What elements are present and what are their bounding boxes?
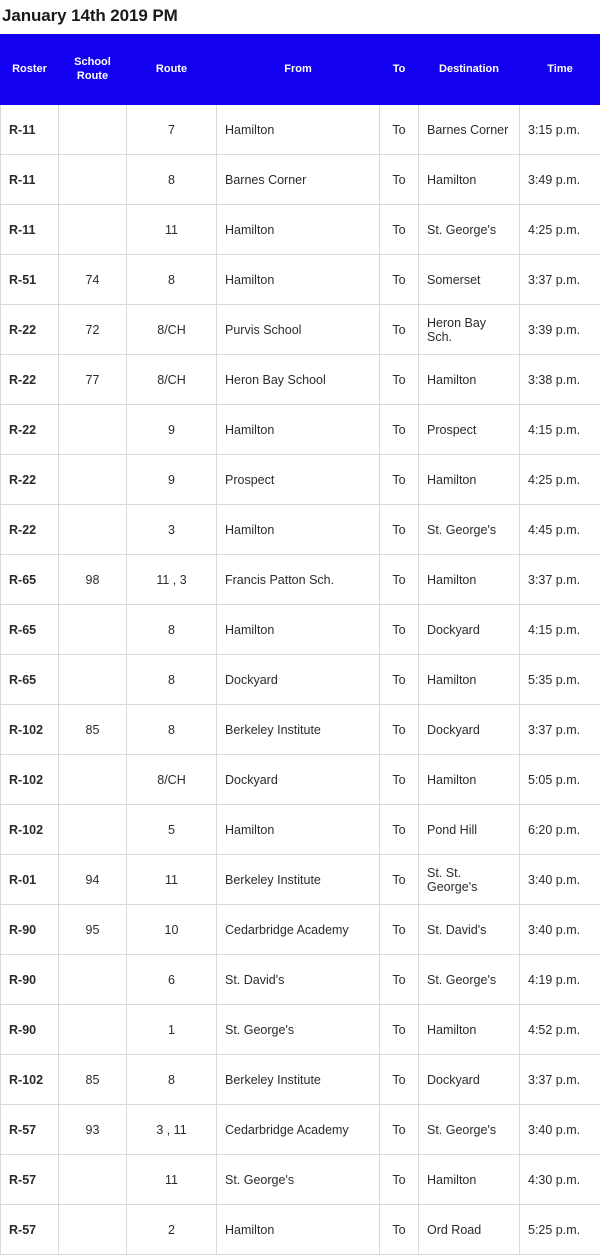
cell-destination: Hamilton bbox=[419, 655, 520, 705]
column-header-school-route: School Route bbox=[59, 35, 127, 105]
cell-roster: R-65 bbox=[1, 555, 59, 605]
cell-roster: R-22 bbox=[1, 355, 59, 405]
cell-from: Berkeley Institute bbox=[217, 705, 380, 755]
cell-time: 4:15 p.m. bbox=[520, 605, 600, 655]
table-row bbox=[1, 505, 600, 555]
table-header bbox=[1, 35, 600, 105]
cell-destination: St. George's bbox=[419, 955, 520, 1005]
cell-route: 11 bbox=[127, 1155, 217, 1205]
cell-time: 3:40 p.m. bbox=[520, 1105, 600, 1155]
table-row bbox=[1, 405, 600, 455]
cell-to: To bbox=[380, 855, 419, 905]
cell-to: To bbox=[380, 305, 419, 355]
cell-from: St. George's bbox=[217, 1005, 380, 1055]
cell-school-route bbox=[59, 805, 127, 855]
cell-school-route bbox=[59, 455, 127, 505]
cell-time: 4:45 p.m. bbox=[520, 505, 600, 555]
cell-route: 5 bbox=[127, 805, 217, 855]
column-header-from: From bbox=[217, 35, 380, 105]
cell-to: To bbox=[380, 405, 419, 455]
cell-to: To bbox=[380, 805, 419, 855]
cell-route: 11 , 3 bbox=[127, 555, 217, 605]
cell-time: 3:39 p.m. bbox=[520, 305, 600, 355]
cell-to: To bbox=[380, 605, 419, 655]
cell-to: To bbox=[380, 1205, 419, 1255]
cell-to: To bbox=[380, 955, 419, 1005]
cell-school-route bbox=[59, 1205, 127, 1255]
table-row bbox=[1, 1005, 600, 1055]
cell-roster: R-01 bbox=[1, 855, 59, 905]
table-row bbox=[1, 305, 600, 355]
cell-destination: Dockyard bbox=[419, 605, 520, 655]
cell-school-route bbox=[59, 605, 127, 655]
cell-route: 8/CH bbox=[127, 355, 217, 405]
cell-route: 11 bbox=[127, 855, 217, 905]
cell-school-route: 98 bbox=[59, 555, 127, 605]
cell-roster: R-22 bbox=[1, 405, 59, 455]
column-header-roster: Roster bbox=[1, 35, 59, 105]
cell-to: To bbox=[380, 1055, 419, 1105]
cell-school-route bbox=[59, 405, 127, 455]
cell-to: To bbox=[380, 155, 419, 205]
cell-roster: R-11 bbox=[1, 105, 59, 155]
cell-time: 3:37 p.m. bbox=[520, 555, 600, 605]
cell-school-route bbox=[59, 105, 127, 155]
cell-destination: Hamilton bbox=[419, 455, 520, 505]
cell-school-route: 85 bbox=[59, 705, 127, 755]
cell-roster: R-11 bbox=[1, 205, 59, 255]
table-row bbox=[1, 555, 600, 605]
cell-from: Heron Bay School bbox=[217, 355, 380, 405]
table-row bbox=[1, 355, 600, 405]
page-title: January 14th 2019 PM bbox=[2, 6, 178, 25]
cell-from: Hamilton bbox=[217, 405, 380, 455]
cell-destination: Barnes Corner bbox=[419, 105, 520, 155]
table-row bbox=[1, 205, 600, 255]
cell-roster: R-102 bbox=[1, 805, 59, 855]
cell-to: To bbox=[380, 255, 419, 305]
cell-from: St. George's bbox=[217, 1155, 380, 1205]
cell-school-route bbox=[59, 755, 127, 805]
cell-route: 8/CH bbox=[127, 755, 217, 805]
cell-route: 3 , 11 bbox=[127, 1105, 217, 1155]
cell-time: 4:25 p.m. bbox=[520, 205, 600, 255]
cell-time: 3:40 p.m. bbox=[520, 905, 600, 955]
table-row bbox=[1, 1055, 600, 1105]
cell-destination: Dockyard bbox=[419, 705, 520, 755]
cell-time: 3:49 p.m. bbox=[520, 155, 600, 205]
cell-school-route: 94 bbox=[59, 855, 127, 905]
cell-roster: R-102 bbox=[1, 755, 59, 805]
cell-destination: St. George's bbox=[419, 205, 520, 255]
cell-to: To bbox=[380, 1005, 419, 1055]
cell-time: 5:05 p.m. bbox=[520, 755, 600, 805]
cell-destination: Hamilton bbox=[419, 755, 520, 805]
cell-time: 5:25 p.m. bbox=[520, 1205, 600, 1255]
cell-school-route bbox=[59, 955, 127, 1005]
table-row bbox=[1, 705, 600, 755]
table-row bbox=[1, 905, 600, 955]
cell-time: 3:37 p.m. bbox=[520, 1055, 600, 1105]
cell-destination: Ord Road bbox=[419, 1205, 520, 1255]
cell-route: 9 bbox=[127, 455, 217, 505]
cell-route: 8 bbox=[127, 705, 217, 755]
cell-school-route bbox=[59, 655, 127, 705]
cell-to: To bbox=[380, 655, 419, 705]
cell-destination: Hamilton bbox=[419, 355, 520, 405]
cell-roster: R-90 bbox=[1, 905, 59, 955]
cell-route: 8 bbox=[127, 155, 217, 205]
cell-school-route: 72 bbox=[59, 305, 127, 355]
cell-school-route bbox=[59, 205, 127, 255]
cell-time: 4:25 p.m. bbox=[520, 455, 600, 505]
cell-time: 4:15 p.m. bbox=[520, 405, 600, 455]
cell-roster: R-22 bbox=[1, 505, 59, 555]
cell-roster: R-57 bbox=[1, 1105, 59, 1155]
cell-route: 8 bbox=[127, 255, 217, 305]
cell-destination: Hamilton bbox=[419, 555, 520, 605]
cell-route: 11 bbox=[127, 205, 217, 255]
cell-from: Hamilton bbox=[217, 605, 380, 655]
cell-destination: St. George's bbox=[419, 505, 520, 555]
cell-school-route: 93 bbox=[59, 1105, 127, 1155]
cell-from: Hamilton bbox=[217, 105, 380, 155]
cell-destination: Heron Bay Sch. bbox=[419, 305, 520, 355]
cell-destination: Pond Hill bbox=[419, 805, 520, 855]
cell-route: 9 bbox=[127, 405, 217, 455]
table-row bbox=[1, 255, 600, 305]
cell-roster: R-22 bbox=[1, 305, 59, 355]
cell-to: To bbox=[380, 755, 419, 805]
table-row bbox=[1, 605, 600, 655]
cell-roster: R-65 bbox=[1, 655, 59, 705]
cell-roster: R-102 bbox=[1, 705, 59, 755]
cell-route: 8 bbox=[127, 1055, 217, 1105]
cell-from: Cedarbridge Academy bbox=[217, 905, 380, 955]
table-row bbox=[1, 105, 600, 155]
table-body bbox=[1, 105, 600, 1255]
cell-from: Berkeley Institute bbox=[217, 855, 380, 905]
cell-time: 4:19 p.m. bbox=[520, 955, 600, 1005]
cell-roster: R-90 bbox=[1, 1005, 59, 1055]
cell-destination: Hamilton bbox=[419, 1155, 520, 1205]
cell-roster: R-90 bbox=[1, 955, 59, 1005]
cell-time: 4:52 p.m. bbox=[520, 1005, 600, 1055]
cell-time: 3:37 p.m. bbox=[520, 705, 600, 755]
cell-time: 5:35 p.m. bbox=[520, 655, 600, 705]
cell-from: Cedarbridge Academy bbox=[217, 1105, 380, 1155]
cell-school-route: 77 bbox=[59, 355, 127, 405]
cell-to: To bbox=[380, 505, 419, 555]
cell-roster: R-65 bbox=[1, 605, 59, 655]
cell-from: Francis Patton Sch. bbox=[217, 555, 380, 605]
cell-to: To bbox=[380, 705, 419, 755]
cell-from: Hamilton bbox=[217, 505, 380, 555]
column-header-time: Time bbox=[520, 35, 600, 105]
cell-route: 8/CH bbox=[127, 305, 217, 355]
table-row bbox=[1, 455, 600, 505]
cell-route: 6 bbox=[127, 955, 217, 1005]
cell-school-route bbox=[59, 1155, 127, 1205]
table-row bbox=[1, 1155, 600, 1205]
cell-school-route bbox=[59, 1005, 127, 1055]
cell-from: Berkeley Institute bbox=[217, 1055, 380, 1105]
cell-time: 6:20 p.m. bbox=[520, 805, 600, 855]
cell-to: To bbox=[380, 555, 419, 605]
cell-to: To bbox=[380, 455, 419, 505]
bus-schedule-table bbox=[0, 34, 600, 1255]
table-header-row bbox=[1, 35, 600, 105]
cell-route: 3 bbox=[127, 505, 217, 555]
table-row bbox=[1, 805, 600, 855]
cell-time: 3:40 p.m. bbox=[520, 855, 600, 905]
cell-route: 7 bbox=[127, 105, 217, 155]
cell-to: To bbox=[380, 105, 419, 155]
cell-from: Hamilton bbox=[217, 1205, 380, 1255]
table-row bbox=[1, 155, 600, 205]
cell-destination: Prospect bbox=[419, 405, 520, 455]
cell-destination: Hamilton bbox=[419, 155, 520, 205]
cell-from: Barnes Corner bbox=[217, 155, 380, 205]
cell-route: 10 bbox=[127, 905, 217, 955]
cell-route: 8 bbox=[127, 605, 217, 655]
column-header-destination: Destination bbox=[419, 35, 520, 105]
cell-school-route bbox=[59, 505, 127, 555]
cell-destination: St. George's bbox=[419, 1105, 520, 1155]
column-header-route: Route bbox=[127, 35, 217, 105]
cell-school-route: 85 bbox=[59, 1055, 127, 1105]
cell-from: Hamilton bbox=[217, 205, 380, 255]
cell-destination: St. David's bbox=[419, 905, 520, 955]
cell-destination: St. St. George's bbox=[419, 855, 520, 905]
cell-time: 4:30 p.m. bbox=[520, 1155, 600, 1205]
cell-from: St. David's bbox=[217, 955, 380, 1005]
cell-to: To bbox=[380, 355, 419, 405]
cell-from: Dockyard bbox=[217, 655, 380, 705]
cell-school-route: 74 bbox=[59, 255, 127, 305]
cell-roster: R-57 bbox=[1, 1205, 59, 1255]
table-row bbox=[1, 755, 600, 805]
table-row bbox=[1, 655, 600, 705]
table-row bbox=[1, 855, 600, 905]
cell-roster: R-22 bbox=[1, 455, 59, 505]
cell-from: Prospect bbox=[217, 455, 380, 505]
cell-destination: Somerset bbox=[419, 255, 520, 305]
cell-from: Dockyard bbox=[217, 755, 380, 805]
column-header-to: To bbox=[380, 35, 419, 105]
cell-to: To bbox=[380, 905, 419, 955]
table-row bbox=[1, 1205, 600, 1255]
cell-roster: R-51 bbox=[1, 255, 59, 305]
table-row bbox=[1, 955, 600, 1005]
cell-destination: Dockyard bbox=[419, 1055, 520, 1105]
cell-route: 1 bbox=[127, 1005, 217, 1055]
cell-school-route: 95 bbox=[59, 905, 127, 955]
cell-destination: Hamilton bbox=[419, 1005, 520, 1055]
cell-route: 8 bbox=[127, 655, 217, 705]
cell-to: To bbox=[380, 205, 419, 255]
table-row bbox=[1, 1105, 600, 1155]
cell-from: Purvis School bbox=[217, 305, 380, 355]
cell-to: To bbox=[380, 1105, 419, 1155]
cell-from: Hamilton bbox=[217, 805, 380, 855]
cell-from: Hamilton bbox=[217, 255, 380, 305]
cell-time: 3:38 p.m. bbox=[520, 355, 600, 405]
cell-roster: R-57 bbox=[1, 1155, 59, 1205]
cell-route: 2 bbox=[127, 1205, 217, 1255]
cell-school-route bbox=[59, 155, 127, 205]
cell-time: 3:15 p.m. bbox=[520, 105, 600, 155]
cell-time: 3:37 p.m. bbox=[520, 255, 600, 305]
cell-roster: R-11 bbox=[1, 155, 59, 205]
cell-roster: R-102 bbox=[1, 1055, 59, 1105]
cell-to: To bbox=[380, 1155, 419, 1205]
